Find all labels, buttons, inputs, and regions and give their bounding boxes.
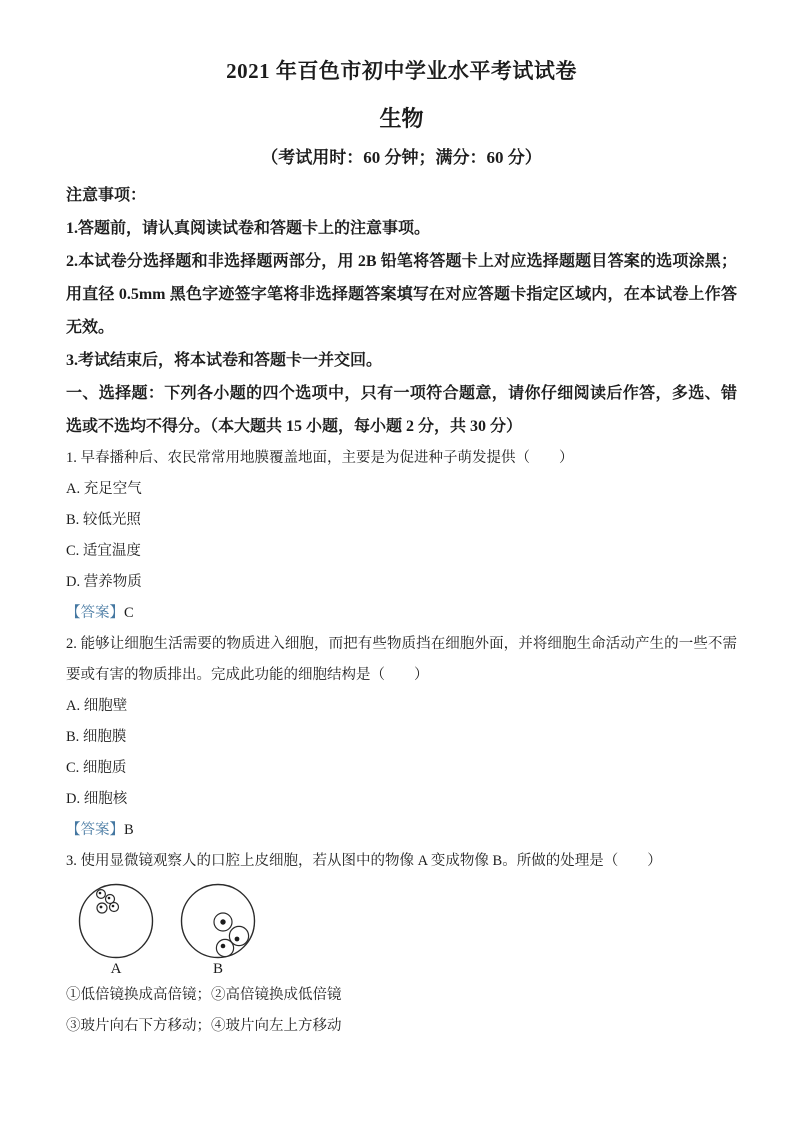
microscope-field-a (73, 882, 159, 978)
microscope-field-b-drawing (175, 882, 261, 960)
question-3-choices-line-1: ①低倍镜换成高倍镜；②高倍镜换成低倍镜 (66, 987, 342, 1003)
question-2-option-b: B. 细胞膜 (66, 729, 127, 745)
question-2-option-d: D. 细胞核 (66, 791, 128, 807)
question-2 (66, 629, 737, 846)
answer-value: C (124, 605, 134, 621)
exam-info-line: （考试用时：60 分钟；满分：60 分） (261, 148, 542, 167)
question-2-option-c: C. 细胞质 (66, 760, 127, 776)
notice-item-1: 1.答题前，请认真阅读试卷和答题卡上的注意事项。 (66, 220, 431, 237)
section-heading: 一、选择题：下列各小题的四个选项中，只有一项符合题意，请你仔细阅读后作答，多选、错选或不选均不得分。（本大题共 15 小题，每小题 2 分，共 30 分） (66, 385, 737, 435)
answer-label: 【答案】 (66, 605, 124, 621)
notice-heading: 注意事项： (66, 187, 147, 204)
question-1-stem: 1. 早春播种后、农民常常用地膜覆盖地面，主要是为促进种子萌发提供（ ） (66, 450, 574, 466)
notice-item-2: 2.本试卷分选择题和非选择题两部分，用 2B 铅笔将答题卡上对应选择题题目答案的选项涂黑；用直径 0.5mm 黑色字迹签字笔将非选择题答案填写在对应答题卡指定区域内，在本试卷上作答无效。 (66, 253, 737, 336)
answer-label: 【答案】 (66, 822, 124, 838)
page-title: 2021 年百色市初中学业水平考试试卷 (226, 59, 577, 83)
question-2-stem: 2. 能够让细胞生活需要的物质进入细胞，而把有些物质挡在细胞外面，并将细胞生命活动产生的一些不需要或有害的物质排出。完成此功能的细胞结构是（ ） (66, 636, 737, 683)
microscope-field-b (175, 882, 261, 978)
question-1-option-b: B. 较低光照 (66, 512, 141, 528)
question-1-option-a: A. 充足空气 (66, 481, 142, 497)
question-2-option-a: A. 细胞壁 (66, 698, 128, 714)
question-1 (66, 443, 737, 629)
figure-label-a: A (110, 961, 122, 977)
question-3 (66, 846, 737, 1042)
microscope-field-a-drawing (73, 882, 159, 960)
question-1-answer-line (66, 598, 737, 629)
question-1-option-c: C. 适宜温度 (66, 543, 141, 559)
question-3-stem: 3. 使用显微镜观察人的口腔上皮细胞，若从图中的物像 A 变成物像 B。所做的处理是（ ） (66, 853, 662, 869)
answer-value: B (124, 822, 134, 838)
question-3-choices-line-2: ③玻片向右下方移动；④玻片向左上方移动 (66, 1018, 342, 1034)
question-1-option-d: D. 营养物质 (66, 574, 142, 590)
microscope-figure (73, 882, 737, 978)
figure-label-b: B (212, 961, 223, 977)
subject-title: 生物 (379, 106, 424, 131)
notice-item-3: 3.考试结束后，将本试卷和答题卡一并交回。 (66, 352, 383, 369)
question-2-answer-line (66, 815, 737, 846)
